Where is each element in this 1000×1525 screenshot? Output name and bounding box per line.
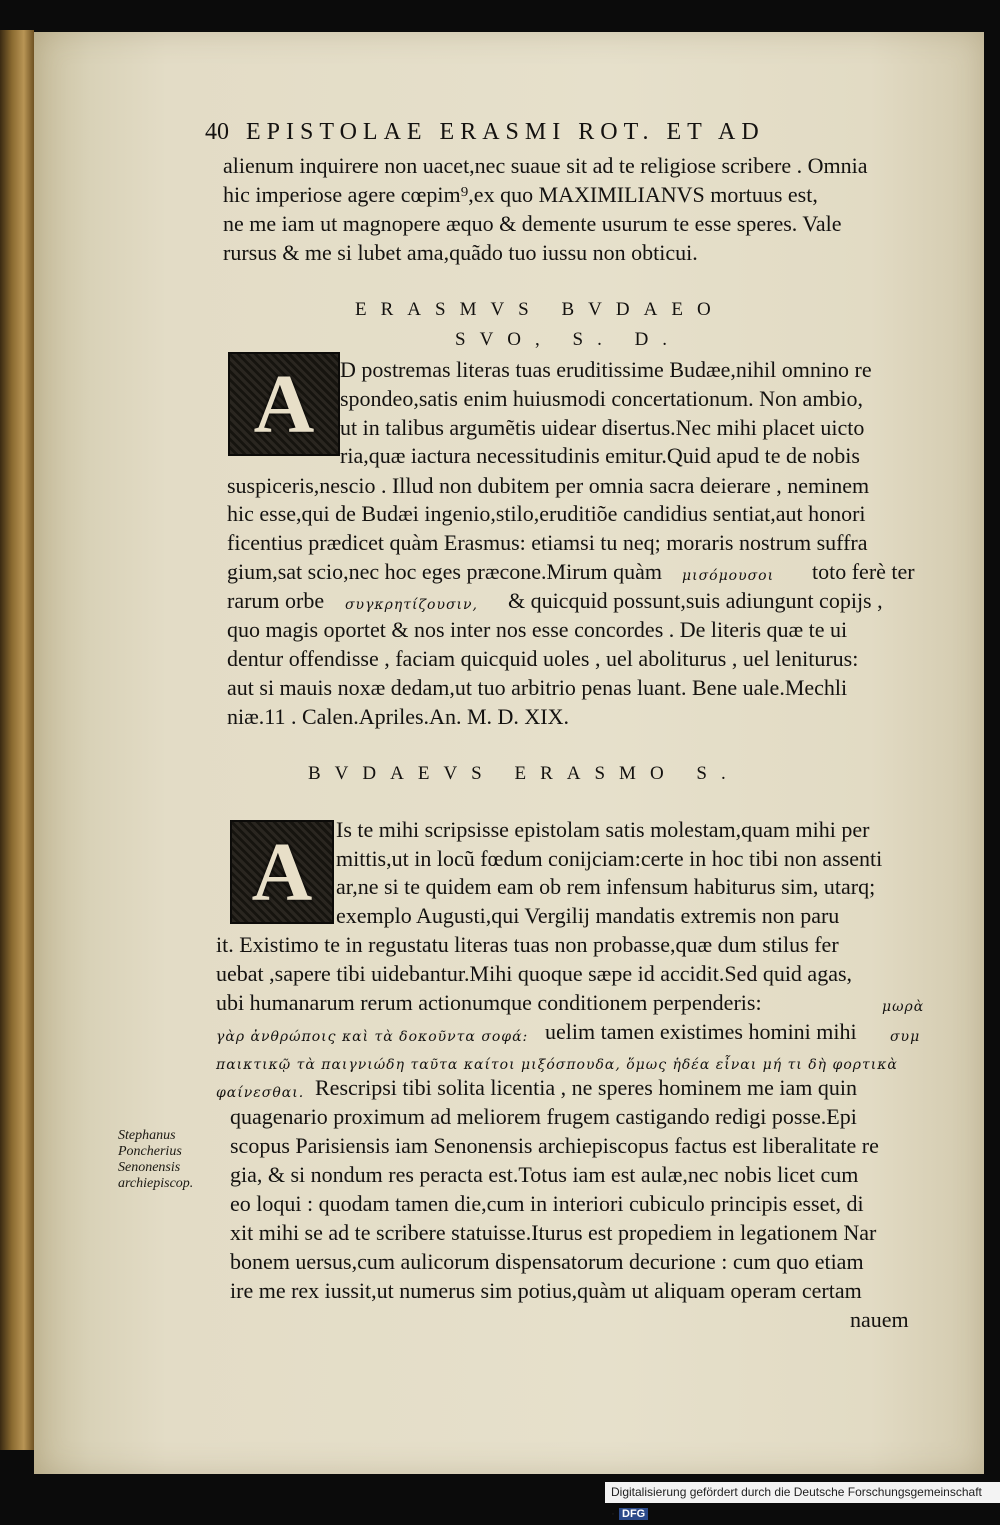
text-line: ficentius prædicet quàm Erasmus: etiamsi tu neq; moraris nostrum suffra (227, 530, 868, 555)
text-line: bonem uersus,cum aulicorum dispensatorum decurione : cum quo etiam (230, 1249, 864, 1274)
letter-heading-sub: SVO, S. D. (455, 329, 682, 350)
text-line: ar,ne si te quidem eam ob rem infensum habiturus sim, utarq; (336, 874, 876, 899)
book-edge (0, 30, 34, 1450)
page-number: 40 (205, 119, 229, 145)
text-line: xit mihi se ad te scribere statuisse.Iturus est propediem in legationem Nar (230, 1220, 877, 1245)
catchword: nauem (850, 1307, 909, 1332)
letter-heading: BVDAEVS ERASMO S. (308, 763, 740, 784)
text-line: eo loqui : quodam tamen die,cum in interiori cubiculo principis esset, di (230, 1191, 864, 1216)
text-line: uebat ,sapere tibi uidebantur.Mihi quoque sæpe id accidit.Sed quid agas, (216, 961, 853, 986)
text-line: exemplo Augusti,qui Vergilij mandatis extremis non paru (336, 903, 840, 928)
greek-word: μισόμουσοι (682, 568, 775, 584)
text-line: ut in talibus argumẽtis uidear disertus.Nec mihi placet uicto (340, 415, 865, 440)
greek-phrase: παικτικῷ τὰ παιγνιώδη ταῦτα καίτοι μιξόσπουδα, ὅμως ἡδέα εἶναι μή τι δὴ φορτικὰ (216, 1057, 898, 1073)
text-line: hic esse,qui de Budæi ingenio,stilo,eruditiõe candidius sentiat,aut honori (227, 501, 866, 526)
text-line: Is te mihi scripsisse epistolam satis molestam,quam mihi per (336, 817, 870, 842)
text-line: spondeo,satis enim huiusmodi concertationum. Non ambio, (340, 386, 864, 411)
decorated-initial (230, 820, 334, 924)
text-line: ria,quæ iactura necessitudinis emitur.Quid apud te de nobis (340, 443, 860, 468)
text-line: aut si mauis noxæ dedam,ut tuo arbitrio penas luant. Bene uale.Mechli (227, 675, 848, 700)
text-line: ne me iam ut magnopere æquo & demente usurum te esse speres. Vale (223, 211, 842, 236)
text-line: quo magis oportet & nos inter nos esse concordes . De literis quæ te ui (227, 617, 848, 642)
text-line: rarum orbe (227, 588, 325, 613)
initial-letter: A (253, 357, 315, 451)
text-line: gia, & si nondum res peracta est.Totus iam est aulæ,nec nobis licet cum (230, 1162, 859, 1187)
digitization-footer (605, 1482, 1000, 1520)
text-line: hic imperiose agere cœpim⁹,ex quo MAXIMILIANVS mortuus est, (223, 182, 818, 207)
text-line: gium,sat scio,nec hoc eges præcone.Mirum quàm (227, 559, 663, 584)
decorated-initial (228, 352, 340, 456)
marginal-note: Stephanus Poncherius Senonensis archiepiscop. (118, 1128, 194, 1191)
greek-word: συγκρητίζουσιν, (345, 597, 479, 613)
running-title: EPISTOLAE ERASMI ROT. ET AD (246, 119, 765, 145)
text-line: quagenario proximum ad meliorem frugem castigando redigi posse.Epi (230, 1104, 857, 1129)
footer-text: Digitalisierung gefördert durch die Deutsche Forschungsgemeinschaft · (611, 1485, 982, 1520)
greek-word: μωρὰ (882, 999, 925, 1015)
text-line: dentur offendisse , faciam quicquid uoles , uel aboliturus , uel leniturus: (227, 646, 859, 671)
letter-heading: ERASMVS BVDAEO (355, 299, 725, 320)
text-line: ire me rex iussit,ut numerus sim potius,quàm ut aliquam operam certam (230, 1278, 862, 1303)
text-line: uelim tamen existimes homini mihi (545, 1019, 857, 1044)
text-line: rursus & me si lubet ama,quãdo tuo iussu non obticui. (223, 240, 698, 265)
text-line: ubi humanarum rerum actionumque conditionem perpenderis: (216, 990, 762, 1015)
text-line: scopus Parisiensis iam Senonensis archiepiscopus factus est liberalitate re (230, 1133, 879, 1158)
text-line: D postremas literas tuas eruditissime Budæe,nihil omnino re (340, 357, 872, 382)
text-line: toto ferè ter (812, 559, 915, 584)
text-line: Rescripsi tibi solita licentia , ne speres hominem me iam quin (315, 1075, 857, 1100)
text-line: it. Existimo te in regustatu literas tuas non probasse,quæ dum stilus fer (216, 932, 839, 957)
initial-letter: A (251, 825, 313, 919)
text-line: mittis,ut in locũ fœdum conijciam:certe in hoc tibi non assenti (336, 846, 883, 871)
text-line: & quicquid possunt,suis adiungunt copijs , (508, 588, 883, 613)
text-line: alienum inquirere non uacet,nec suaue sit ad te religiose scribere . Omnia (223, 153, 868, 178)
text-line: suspiceris,nescio . Illud non dubitem per omnia sacra deierare , neminem (227, 473, 870, 498)
dfg-logo: DFG (619, 1508, 648, 1520)
text-line: niæ.11 . Calen.Apriles.An. M. D. XIX. (227, 704, 569, 729)
greek-word: συμ (890, 1029, 921, 1045)
greek-phrase: γὰρ ἀνθρώποις καὶ τὰ δοκοῦντα σοφά: (216, 1029, 529, 1045)
greek-word: φαίνεσθαι. (216, 1085, 305, 1101)
